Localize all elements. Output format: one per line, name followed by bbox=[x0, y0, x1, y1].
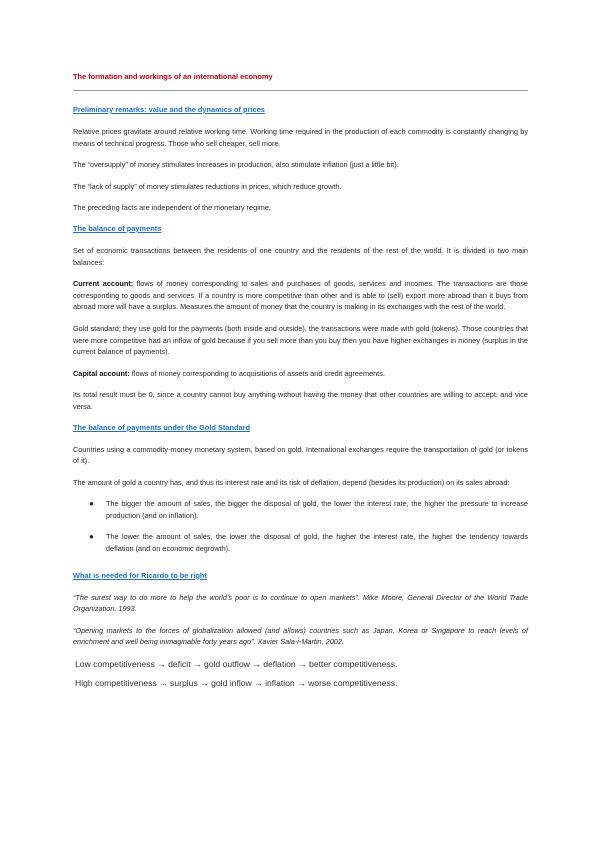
quote-moore: “The surest way to do more to help the world’s poor is to continue to open markets”. Mike Moore, General Director of the World Trade Organization, 1993. bbox=[73, 592, 528, 614]
capital-account-label: Capital account: bbox=[73, 368, 130, 378]
heading-preliminary: Preliminary remarks: value and the dynamics of prices bbox=[73, 105, 265, 114]
document-title: The formation and workings of an international economy bbox=[73, 72, 273, 81]
paragraph: The “lack of supply” of money stimulates reductions in prices, which reduce growth. bbox=[73, 181, 342, 191]
list-item-text: The lower the amount of sales, the lower the disposal of gold, the higher the interest rate, the higher the tendency towards deflation (and on economic degrowth). bbox=[106, 532, 528, 554]
paragraph: The preceding facts are independent of the monetary regime. bbox=[73, 203, 271, 213]
paragraph: The “oversupply” of money stimulates increases in production, also stimulate inflation (just a little bit). bbox=[73, 160, 399, 170]
paragraph: The amount of gold a country has, and thus its interest rate and its risk of deflation, depend (besides its production) on its sales abroad: bbox=[73, 477, 510, 487]
paragraph: Countries using a commodity-money monetary system, based on gold. International exchanges require the transportation of gold (or tokens of it). bbox=[73, 444, 528, 466]
capital-account-paragraph bbox=[73, 368, 528, 380]
bullet-list bbox=[73, 498, 528, 554]
causal-chain-low: Low competitiveness → deficit → gold outflow → deflation → better competitiveness. bbox=[75, 659, 398, 670]
paragraph: Its total result must be 0, since a country cannot buy anything without having the money that other countries are willing to accept; and vice versa. bbox=[73, 390, 528, 411]
heading-balance-of-payments: The balance of payments bbox=[73, 223, 162, 233]
title-divider bbox=[73, 90, 528, 91]
bullet-icon: ● bbox=[89, 499, 94, 509]
heading-ricardo: What is needed for Ricardo to be right bbox=[73, 570, 207, 580]
paragraph: Set of economic transactions between the residents of one country and the residents of the rest of the world. It is divided in two main balances: bbox=[73, 245, 528, 267]
current-account-text: flows of money corresponding to sales and purchases of goods, services and incomes. The transactions are those corresponding to goods and services. If a country is more competitive than other and is able to (sell) export more abroad than it buys from abroad more will have a surplus. Measures the amount of money that the country is making in its exchanges with the rest of the world. bbox=[73, 279, 528, 312]
current-account-label: Current account: bbox=[73, 279, 134, 289]
capital-account-text: flows of money corresponding to acquisitions of assets and credit agreements. bbox=[129, 368, 385, 378]
heading-gold-standard: The balance of payments under the Gold Standard bbox=[73, 422, 250, 432]
current-account-paragraph bbox=[73, 278, 528, 313]
list-item bbox=[73, 531, 528, 554]
document-body bbox=[73, 72, 528, 696]
list-item-text: The bigger the amount of sales, the bigger the disposal of gold, the lower the interest rate, the higher the pressure to increase production (and on inflation). bbox=[106, 499, 528, 520]
paragraph: Relative prices gravitate around relative working time. Working time required in the production of each commodity is constantly changing by means of technical progress. Those who sell cheaper, sell more. bbox=[73, 127, 528, 148]
bullet-icon: ● bbox=[89, 532, 94, 542]
paragraph: Gold standard; they use gold for the payments (both inside and outside), the transactions were made with gold (tokens). Those countries that were more competitive had an inflow of gold because if you sell more than you buy then you have higher exchanges in money (surplus in the current balance of payments). bbox=[73, 323, 528, 357]
quote-sala-i-martin: “Opening markets to the forces of globalization allowed (and allows) countries such as Japan, Korea or Singapore to reach levels of enrichment and well being inimaginable forty years ago”. Xavier Sala-i-Martin, 2002. bbox=[73, 625, 528, 647]
list-item bbox=[73, 498, 528, 521]
causal-chain-high: High competitiveness → surplus → gold inflow → inflation → worse competitiveness. bbox=[75, 678, 398, 689]
